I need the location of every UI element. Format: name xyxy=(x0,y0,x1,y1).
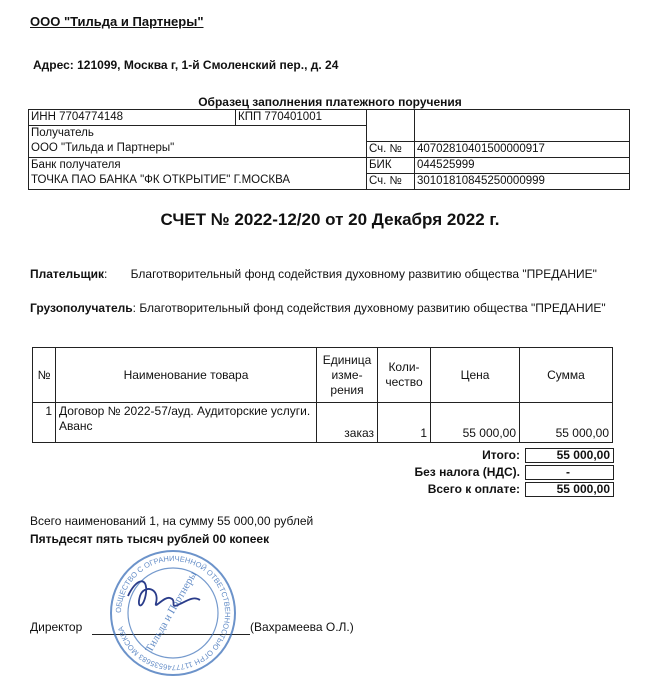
summary-count: Всего наименований 1, на сумму 55 000,00 рублей xyxy=(30,514,314,528)
corr-account: 30101810845250000999 xyxy=(415,173,630,189)
pay-value: 55 000,00 xyxy=(525,482,614,497)
vat-label: Без налога (НДС). xyxy=(414,465,520,479)
items-table xyxy=(32,347,613,443)
director-label: Директор xyxy=(30,620,83,634)
company-address: Адрес: 121099, Москва г, 1-й Смоленский пер., д. 24 xyxy=(33,58,339,72)
col-name: Наименование товара xyxy=(56,348,317,403)
recipient-label: Получатель xyxy=(29,126,367,142)
account-label: Сч. № xyxy=(367,141,415,157)
row-sum: 55 000,00 xyxy=(520,403,613,443)
col-num: № xyxy=(33,348,56,403)
col-price: Цена xyxy=(431,348,520,403)
consignee-label: Грузополучатель xyxy=(30,301,133,315)
row-name: Договор № 2022-57/ауд. Аудиторские услуги. Аванс xyxy=(56,403,317,443)
bank-label: Банк получателя xyxy=(29,157,367,173)
recipient-name: ООО "Тильда и Партнеры" xyxy=(29,141,367,157)
row-unit: заказ xyxy=(317,403,378,443)
table-row xyxy=(33,403,613,443)
corr-label: Сч. № xyxy=(367,173,415,189)
company-name: ООО "Тильда и Партнеры" xyxy=(30,14,204,29)
bik-label: БИК xyxy=(367,157,415,173)
payer-value: Благотворительный фонд содействия духовному развитию общества "ПРЕДАНИЕ" xyxy=(130,267,597,281)
payment-form-title: Образец заполнения платежного поручения xyxy=(198,95,462,109)
pay-label: Всего к оплате: xyxy=(427,482,520,496)
company-stamp xyxy=(108,548,238,678)
row-num: 1 xyxy=(33,403,56,443)
total-value: 55 000,00 xyxy=(525,448,614,463)
inn-cell: ИНН 7704774148 xyxy=(29,110,236,126)
summary-words: Пятьдесят пять тысяч рублей 00 копеек xyxy=(30,532,270,546)
col-unit: Единица изме-рения xyxy=(317,348,378,403)
requisites-table xyxy=(28,109,630,190)
kpp-cell: КПП 770401001 xyxy=(236,110,367,126)
payer-block: Плательщик: Благотворительный фонд содействия духовному развитию общества "ПРЕДАНИЕ" xyxy=(30,267,597,281)
account-number: 40702810401500000917 xyxy=(415,141,630,157)
consignee-value: Благотворительный фонд содействия духовному развитию общества "ПРЕДАНИЕ" xyxy=(139,301,606,315)
stamp-ring-text: ОБЩЕСТВО С ОГРАНИЧЕННОЙ ОТВЕТСТВЕННОСТЬЮ ОГРН 1177746535683 МОСКВА xyxy=(113,553,233,673)
director-name: (Вахрамеева О.Л.) xyxy=(250,620,354,634)
row-qty: 1 xyxy=(378,403,431,443)
bik-value: 044525999 xyxy=(415,157,630,173)
col-qty: Коли-чество xyxy=(378,348,431,403)
bank-name: ТОЧКА ПАО БАНКА "ФК ОТКРЫТИЕ" Г.МОСКВА xyxy=(29,173,367,189)
col-sum: Сумма xyxy=(520,348,613,403)
stamp-center-text: Тильда и Партнеры xyxy=(143,569,200,655)
vat-value: - xyxy=(525,465,614,480)
consignee-block: Грузополучатель: Благотворительный фонд содействия духовному развитию общества "ПРЕДАНИЕ" xyxy=(30,301,606,315)
invoice-title: СЧЕТ № 2022-12/20 от 20 Декабря 2022 г. xyxy=(160,210,500,229)
row-price: 55 000,00 xyxy=(431,403,520,443)
payer-label: Плательщик xyxy=(30,267,104,281)
total-label: Итого: xyxy=(482,448,520,462)
